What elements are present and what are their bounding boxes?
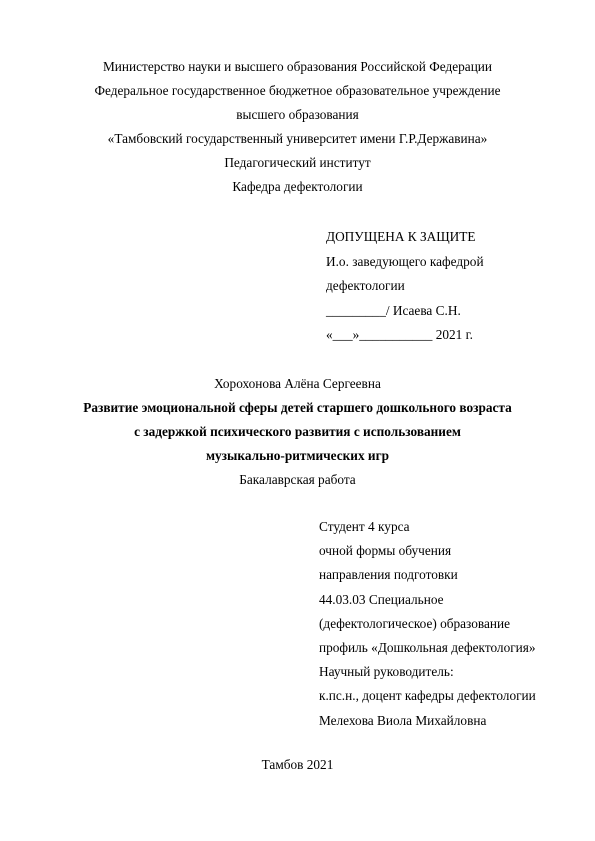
ministry-line: Министерство науки и высшего образования Российской Федерации <box>102 59 493 74</box>
supervisor-name: Мелехова Виола Михайловна <box>319 712 487 728</box>
footer-block <box>0 753 595 777</box>
student-info-block <box>319 515 536 733</box>
approval-date: «___»___________ 2021 г. <box>326 327 473 342</box>
approval-position: И.о. заведующего кафедрой <box>326 253 484 269</box>
institution-header <box>0 55 595 199</box>
student-study-form: очной формы обучения <box>319 543 452 559</box>
author-name: Хорохонова Алёна Сергеевна <box>214 376 381 391</box>
approval-title: ДОПУЩЕНА К ЗАЩИТЕ <box>326 229 476 244</box>
thesis-title-line-3: музыкально-ритмических игр <box>205 448 390 463</box>
work-type: Бакалаврская работа <box>239 472 356 487</box>
university-name-line: «Тамбовский государственный университет имени Г.Р.Державина» <box>107 131 488 146</box>
work-type-block <box>0 468 595 492</box>
student-direction-code: 44.03.03 Специальное <box>319 591 444 607</box>
thesis-title-line-2: с задержкой психического развития с использованием <box>134 424 461 439</box>
city-year: Тамбов 2021 <box>261 757 334 772</box>
department-line: Кафедра дефектологии <box>232 179 363 194</box>
approval-department: дефектологии <box>326 278 405 293</box>
approval-signature: _________/ Исаева С.Н. <box>326 302 461 318</box>
institution-type-line: Федеральное государственное бюджетное образовательное учреждение <box>94 83 501 98</box>
institute-line: Педагогический институт <box>224 155 371 170</box>
student-direction-name: (дефектологическое) образование <box>319 615 511 631</box>
supervisor-label: Научный руководитель: <box>319 664 454 680</box>
education-level-line: высшего образования <box>236 107 359 122</box>
student-profile: профиль «Дошкольная дефектология» <box>319 640 536 656</box>
student-course: Студент 4 курса <box>319 519 410 534</box>
thesis-title-line-1: Развитие эмоциональной сферы детей старшего дошкольного возраста <box>83 400 512 415</box>
student-direction-label: направления подготовки <box>319 567 458 583</box>
author-block <box>0 372 595 396</box>
supervisor-position: к.пс.н., доцент кафедры дефектологии <box>319 688 536 704</box>
thesis-title <box>0 396 595 468</box>
approval-block <box>326 225 484 348</box>
